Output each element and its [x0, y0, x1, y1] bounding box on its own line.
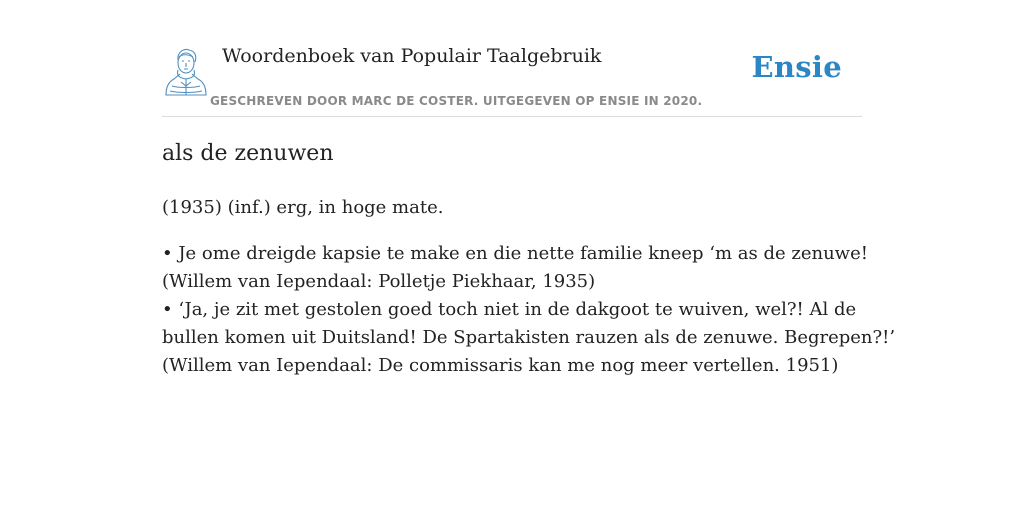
example-source-line: (Willem van Iependaal: Polletje Piekhaar, 1935): [162, 271, 596, 292]
entry-content: [162, 138, 896, 380]
example-source-line: (Willem van Iependaal: De commissaris kan me nog meer vertellen. 1951): [162, 355, 839, 376]
ensie-logo[interactable]: Ensie: [751, 50, 842, 84]
byline: GESCHREVEN DOOR MARC DE COSTER. UITGEGEVEN OP ENSIE IN 2020.: [210, 94, 703, 108]
example-line: • Je ome dreigde kapsie te make en die nette familie kneep ‘m as de zenuwe!: [162, 243, 868, 264]
entry-definition: (1935) (inf.) erg, in hoge mate.: [162, 197, 444, 218]
example-line: • ‘Ja, je zit met gestolen goed toch niet in de dakgoot te wuiven, wel?! Al de: [162, 299, 857, 320]
example-line: bullen komen uit Duitsland! De Spartakisten rauzen als de zenuwe. Begrepen?!’: [162, 327, 896, 348]
book-title[interactable]: Woordenboek van Populair Taalgebruik: [222, 45, 602, 67]
entry-examples: [162, 240, 896, 380]
author-portrait-icon: [164, 46, 208, 96]
header: [162, 40, 862, 117]
entry-term: als de zenuwen: [162, 141, 334, 166]
